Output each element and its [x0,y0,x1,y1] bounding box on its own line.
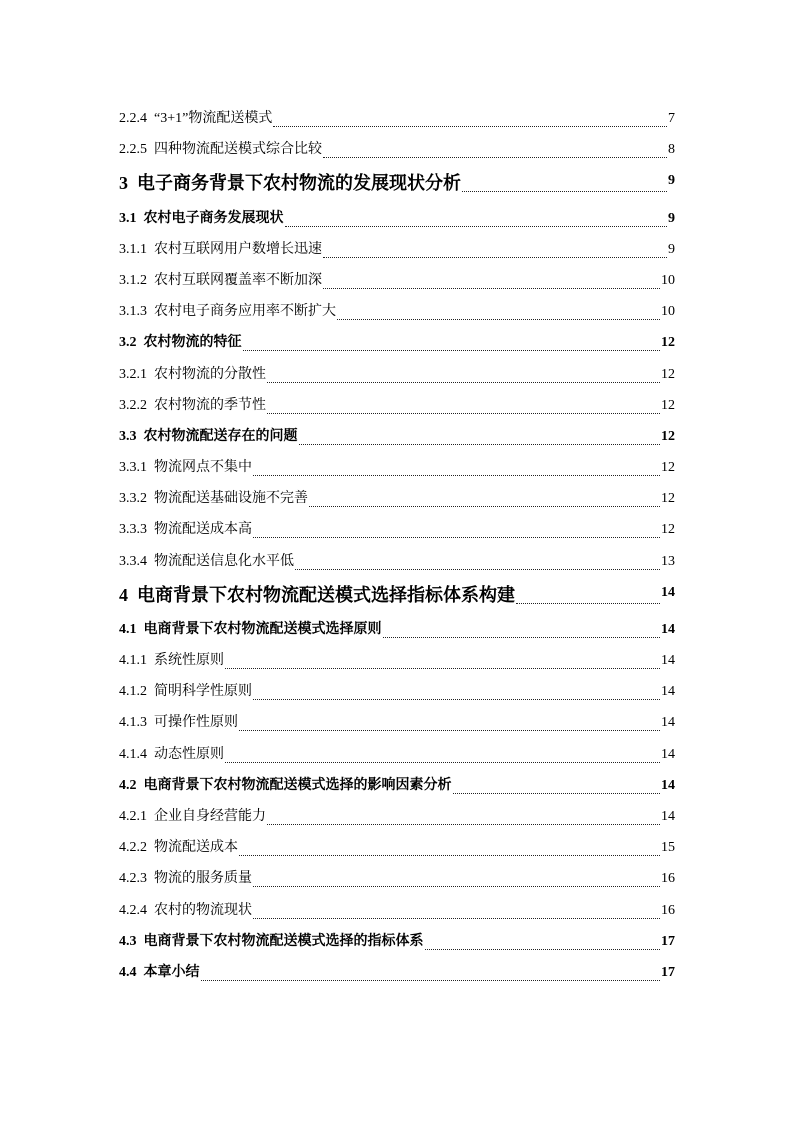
toc-entry-page: 9 [668,241,675,257]
toc-entry-number: 4 [119,584,128,605]
toc-entry-number: 3 [119,173,128,194]
toc-entry-text: 农村的物流现状 [154,902,252,918]
toc-entry-title [119,168,461,198]
toc-entry-number: 3.3 [119,428,137,444]
dot-leader [239,720,660,731]
toc-entry-title [119,962,200,984]
toc-entry-number: 3.2 [119,335,137,351]
toc-entry-number: 4.2.1 [119,808,147,824]
toc-entry[interactable] [119,890,675,921]
toc-entry-text: 简明科学性原则 [154,684,252,700]
toc-entry-page: 14 [661,653,675,668]
toc-entry-title [119,868,252,890]
toc-entry-number: 3.3.2 [119,491,147,507]
toc-entry-text: 农村物流配送存在的问题 [143,428,298,444]
toc-entry-number: 4.1.4 [119,746,147,762]
dot-leader [253,689,660,700]
toc-entry-title [119,364,266,386]
dot-leader [295,559,660,570]
toc-entry-page: 14 [661,746,675,762]
toc-entry-number: 2.2.5 [119,142,147,158]
dot-leader [323,247,667,258]
toc-entry-page: 17 [661,933,675,949]
toc-entry-text: 物流的服务质量 [154,871,252,887]
toc-entry[interactable] [119,354,675,385]
toc-entry-title [119,806,266,828]
toc-entry[interactable] [119,766,675,797]
toc-entry[interactable] [119,386,675,417]
toc-entry-text: 电商背景下农村物流配送模式选择的影响因素分析 [143,777,452,793]
dot-leader [267,814,660,825]
toc-entry-number: 4.1 [119,621,137,637]
toc-entry-number: 3.3.1 [119,460,147,476]
toc-entry-number: 4.1.1 [119,653,147,668]
toc-entry[interactable] [119,323,675,354]
toc-entry-number: 4.1.2 [119,684,147,700]
toc-entry-page: 16 [661,902,675,918]
toc-entry[interactable] [119,230,675,261]
toc-entry-page: 9 [668,210,675,226]
dot-leader [243,340,661,351]
toc-entry-text: 物流网点不集中 [154,460,252,476]
dot-leader [453,783,661,794]
toc-entry-title [119,332,242,354]
toc-entry-title [119,108,272,130]
toc-entry-page: 14 [661,584,675,600]
toc-entry-title [119,426,298,448]
toc-entry[interactable] [119,479,675,510]
toc-entry-text: 农村物流的特征 [143,335,242,351]
toc-entry[interactable] [119,641,675,672]
toc-entry-number: 3.1 [119,210,137,226]
toc-entry-text: 电子商务背景下农村物流的发展现状分析 [137,173,461,194]
dot-leader [309,496,660,507]
toc-entry-text: 本章小结 [143,964,200,980]
toc-entry-text: 农村互联网用户数增长迅速 [154,241,322,257]
dot-leader [225,752,660,763]
toc-entry-text: 农村物流的季节性 [154,397,266,413]
toc-entry-page: 14 [661,621,675,637]
toc-entry-text: 物流配送基础设施不完善 [154,491,308,507]
toc-entry-title [119,239,322,261]
toc-entry-text: 电商背景下农村物流配送模式选择指标体系构建 [137,584,515,605]
toc-entry-page: 12 [661,366,675,382]
dot-leader [462,181,667,192]
toc-entry-number: 3.3.4 [119,553,147,569]
toc-entry-text: 物流配送成本高 [154,522,252,538]
toc-entry[interactable] [119,130,675,161]
toc-entry-title [119,139,322,161]
dot-leader [253,465,660,476]
toc-entry-text: 系统性原则 [154,653,224,668]
dot-leader [267,403,660,414]
dot-leader [253,876,660,887]
toc-entry-text: 四种物流配送模式综合比较 [154,142,322,158]
toc-entry-text: 物流配送成本 [154,840,238,856]
dot-leader [201,970,661,981]
toc-entry-title [119,551,294,573]
toc-entry-text: 农村物流的分散性 [154,366,266,382]
toc-entry-title [119,457,252,479]
toc-entry-title [119,650,224,672]
dot-leader [323,278,660,289]
toc-entry[interactable] [119,797,675,828]
toc-entry-page: 12 [661,522,675,538]
dot-leader [267,372,660,383]
dot-leader [323,147,667,158]
toc-entry-text: 企业自身经营能力 [154,808,266,824]
toc-entry[interactable] [119,541,675,572]
toc-entry-page: 10 [661,304,675,320]
toc-entry-number: 2.2.4 [119,111,147,127]
toc-entry[interactable] [119,417,675,448]
toc-entry-page: 15 [661,840,675,856]
toc-entry-page: 17 [661,964,675,980]
toc-entry-page: 7 [668,111,675,127]
toc-entry-number: 4.4 [119,964,137,980]
table-of-contents [119,99,675,984]
dot-leader [383,627,661,638]
toc-entry-number: 4.2.2 [119,840,147,856]
toc-entry-page: 14 [661,715,675,731]
toc-entry-number: 3.2.2 [119,397,147,413]
toc-entry-number: 4.3 [119,933,137,949]
toc-entry-text: 动态性原则 [154,746,224,762]
toc-entry-title [119,681,252,703]
toc-entry-text: 物流配送信息化水平低 [154,553,294,569]
toc-entry-page: 13 [661,553,675,569]
toc-entry-text: “3+1”物流配送模式 [154,111,273,127]
dot-leader [425,939,661,950]
toc-entry-title [119,712,238,734]
toc-entry-text: 农村互联网覆盖率不断加深 [154,272,322,288]
toc-entry[interactable] [119,953,675,984]
toc-entry[interactable] [119,610,675,641]
toc-entry[interactable] [119,859,675,890]
toc-entry-number: 3.1.2 [119,272,147,288]
toc-entry-page: 14 [661,808,675,824]
toc-entry-page: 9 [668,173,675,189]
dot-leader [516,593,660,604]
toc-entry-title [119,619,382,641]
toc-entry[interactable] [119,198,675,229]
toc-entry-page: 8 [668,142,675,158]
toc-entry[interactable] [119,703,675,734]
toc-entry-number: 3.2.1 [119,366,147,382]
toc-entry-page: 16 [661,871,675,887]
toc-entry-title [119,900,252,922]
toc-entry-number: 4.2 [119,777,137,793]
toc-entry[interactable] [119,828,675,859]
toc-entry-number: 4.2.4 [119,902,147,918]
toc-entry-number: 3.3.3 [119,522,147,538]
toc-entry[interactable] [119,672,675,703]
toc-entry[interactable] [119,922,675,953]
dot-leader [273,116,667,127]
toc-entry-page: 12 [661,491,675,507]
toc-entry[interactable] [119,573,675,610]
dot-leader [253,908,660,919]
toc-entry-text: 农村电子商务应用率不断扩大 [154,304,336,320]
toc-entry-page: 14 [661,777,675,793]
toc-entry-page: 12 [661,397,675,413]
toc-entry-title [119,580,515,610]
toc-entry-text: 农村电子商务发展现状 [143,210,284,226]
dot-leader [299,434,661,445]
toc-entry-title [119,519,252,541]
toc-entry-number: 3.1.1 [119,241,147,257]
toc-entry-text: 电商背景下农村物流配送模式选择的指标体系 [143,933,424,949]
toc-entry[interactable] [119,734,675,765]
toc-entry-text: 电商背景下农村物流配送模式选择原则 [143,621,382,637]
toc-entry-page: 12 [661,460,675,476]
toc-entry-title [119,488,308,510]
toc-entry-title [119,744,224,766]
toc-entry[interactable] [119,99,675,130]
toc-entry-title [119,837,238,859]
toc-entry-title [119,395,266,417]
toc-entry-page: 10 [661,272,675,288]
toc-entry[interactable] [119,448,675,479]
dot-leader [239,845,660,856]
toc-entry-page: 12 [661,335,675,351]
toc-entry-title [119,931,424,953]
toc-entry-number: 4.2.3 [119,871,147,887]
toc-entry-title [119,270,322,292]
toc-entry-page: 14 [661,684,675,700]
toc-entry-title [119,301,336,323]
toc-entry[interactable] [119,510,675,541]
toc-entry-title [119,775,452,797]
dot-leader [253,527,660,538]
dot-leader [225,658,660,669]
dot-leader [285,216,668,227]
toc-entry-number: 4.1.3 [119,715,147,731]
toc-entry-title [119,208,284,230]
toc-entry[interactable] [119,161,675,198]
toc-entry[interactable] [119,261,675,292]
toc-entry-number: 3.1.3 [119,304,147,320]
toc-entry[interactable] [119,292,675,323]
dot-leader [337,309,660,320]
toc-entry-page: 12 [661,428,675,444]
toc-entry-text: 可操作性原则 [154,715,238,731]
